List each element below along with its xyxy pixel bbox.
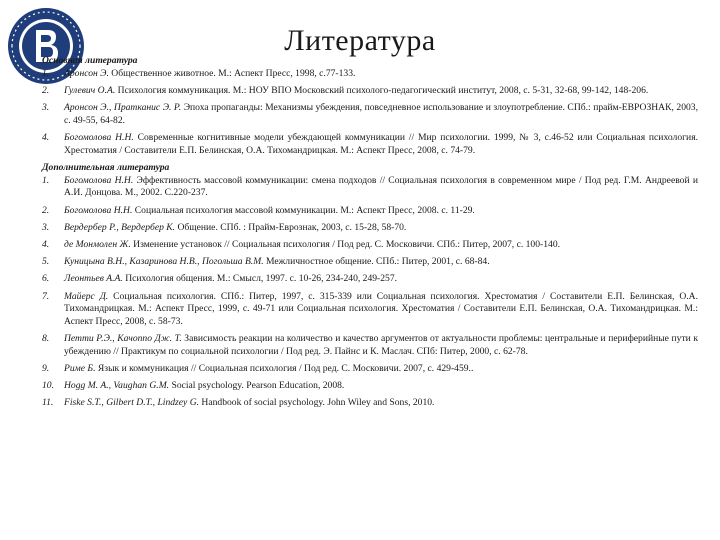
basic-literature-heading: Основная литература xyxy=(42,55,138,66)
reference-number: 4. xyxy=(42,238,50,250)
reference-text xyxy=(64,239,698,252)
reference-authors: Куницына В.Н., Казаринова Н.В., Погольша В.М. xyxy=(64,256,264,268)
reference-authors: Аронсон Э., Пратканис Э. Р. xyxy=(64,102,182,114)
reference-number: 6. xyxy=(42,273,50,285)
reference-authors: Богомолова Н.Н. xyxy=(64,174,134,186)
reference-text xyxy=(64,363,698,376)
reference-details: Зависимость реакции на количество и качество аргументов от актуальности проблемы: центральные и периферийные пути к убеждению // Практикум по социальной психологии / Под ред. Э. Пайнс и К. Маслач. СПб: Питер, 2000, с. 62-78. xyxy=(64,333,698,357)
reference-details: Психология коммуникация. М.: НОУ ВПО Московский психолого-педагогический институт, 2008, с. 5-31, 32-68, 99-142, 148-206. xyxy=(115,84,649,96)
reference-details: Handbook of social psychology. John Wiley and Sons, 2010. xyxy=(199,397,435,409)
reference-number: 11. xyxy=(42,397,54,409)
reference-authors: Майерс Д. xyxy=(64,290,109,302)
reference-authors: Вердербер Р., Вердербер К. xyxy=(64,221,176,233)
reference-number: 7. xyxy=(42,290,50,302)
reference-authors: Риме Б. xyxy=(64,363,96,375)
reference-number: 4. xyxy=(42,132,50,144)
reference-item xyxy=(42,68,698,81)
reference-item xyxy=(42,256,698,269)
reference-authors: де Монмолен Ж. xyxy=(64,238,131,250)
reference-details: Социальная психология массовой коммуникации. М.: Аспект Пресс, 2008. с. 11-29. xyxy=(132,204,475,216)
reference-details: Психология общения. М.: Смысл, 1997. с. 10-26, 234-240, 249-257. xyxy=(122,273,398,285)
reference-item xyxy=(42,380,698,393)
reference-text xyxy=(64,256,698,269)
reference-authors: Аронсон Э. xyxy=(64,67,109,79)
reference-authors: Гулевич О.А. xyxy=(64,84,116,96)
reference-text xyxy=(64,132,698,157)
reference-number: 3. xyxy=(42,102,50,114)
reference-item xyxy=(42,102,698,127)
reference-details: Язык и коммуникация // Социальная психология / Под ред. С. Московичи. 2007, с. 429-459.. xyxy=(95,363,474,375)
reference-item xyxy=(42,85,698,98)
reference-text xyxy=(64,291,698,329)
reference-number: 8. xyxy=(42,333,50,345)
reference-authors: Hogg M. A., Vaughan G.M. xyxy=(64,380,170,392)
reference-authors: Леонтьев А.А. xyxy=(64,273,123,285)
reference-authors: Богомолова Н.Н. xyxy=(64,204,133,216)
reference-item xyxy=(42,205,698,218)
reference-text xyxy=(64,175,698,200)
reference-details: Изменение установок // Социальная психология / Под ред. С. Московичи. СПб.: Питер, 2007, с. 100-140. xyxy=(130,238,561,250)
reference-details: Социальная психология. СПб.: Питер, 1997, с. 315-339 или Социальная психология. Хрестоматия / Составители Е.П. Белинская, О.А. Тихомандрицкая. М.: Аспект Пресс, 1999, с. 49-71 или Социальная психология. Хрестоматия / Составители Е.П. Белинская, О.А. Тихомандрицкая. М.: Аспект Пресс, 2008, с. 58-73. xyxy=(64,290,698,327)
reference-number: 1. xyxy=(42,174,50,186)
reference-number: 9. xyxy=(42,363,50,375)
slide-title: Литература xyxy=(284,24,436,57)
reference-details: Общение. СПб. : Прайм-Еврознак, 2003, с. 15-28, 58-70. xyxy=(175,221,407,233)
reference-text xyxy=(64,102,698,127)
basic-literature-list xyxy=(42,68,698,158)
reference-number: 2. xyxy=(42,204,50,216)
reference-number: 3. xyxy=(42,221,50,233)
reference-text xyxy=(64,397,698,410)
reference-details: Современные когнитивные модели убеждающей коммуникации // Мир психологии. 1999, № 3, с.46-52 или Социальная психология. Хрестоматия / Составители Е.П. Белинская, О.А. Тихомандрицкая. М.: Аспект Пресс, 2008, с. 74-79. xyxy=(64,132,699,156)
reference-item xyxy=(42,239,698,252)
reference-details: Общественное животное. М.: Аспект Пресс, 1998, с.77-133. xyxy=(108,67,356,79)
reference-text xyxy=(64,333,698,358)
reference-text xyxy=(64,68,698,81)
additional-literature-heading: Дополнительная литература xyxy=(42,161,170,173)
literature-content xyxy=(42,55,698,415)
reference-text xyxy=(64,205,698,218)
reference-details: Межличностное общение. СПб.: Питер, 2001, с. 68-84. xyxy=(263,256,490,268)
reference-text xyxy=(64,380,698,393)
reference-number: 5. xyxy=(42,256,50,268)
reference-details: Social psychology. Pearson Education, 2008. xyxy=(169,380,345,392)
reference-item xyxy=(42,132,698,157)
reference-details: Эпоха пропаганды: Механизмы убеждения, повседневное использование и злоупотребление. СПб.: прайм-ЕВРОЗНАК, 2003, с. 49-55, 64-82. xyxy=(64,102,698,126)
reference-text xyxy=(64,222,698,235)
reference-number: 2. xyxy=(42,84,50,96)
reference-number: 1. xyxy=(42,67,50,79)
reference-item xyxy=(42,397,698,410)
reference-text xyxy=(64,85,698,98)
reference-item xyxy=(42,363,698,376)
reference-item xyxy=(42,333,698,358)
reference-authors: Богомолова Н.Н. xyxy=(64,132,134,144)
reference-text xyxy=(64,273,698,286)
reference-authors: Петти Р.Э., Качоппо Дж. Т. xyxy=(64,333,182,345)
reference-item xyxy=(42,222,698,235)
reference-authors: Fiske S.T., Gilbert D.T., Lindzey G. xyxy=(64,397,200,409)
reference-details: Эффективность массовой коммуникации: смена подходов // Социальная психология в современном мире / Под ред. Г.М. Андреевой и А.И. Донцова. М., 2002. С.220-237. xyxy=(64,174,698,199)
reference-item xyxy=(42,273,698,286)
additional-literature-list xyxy=(42,175,698,411)
reference-item xyxy=(42,291,698,329)
reference-item xyxy=(42,175,698,200)
reference-number: 10. xyxy=(42,380,54,392)
